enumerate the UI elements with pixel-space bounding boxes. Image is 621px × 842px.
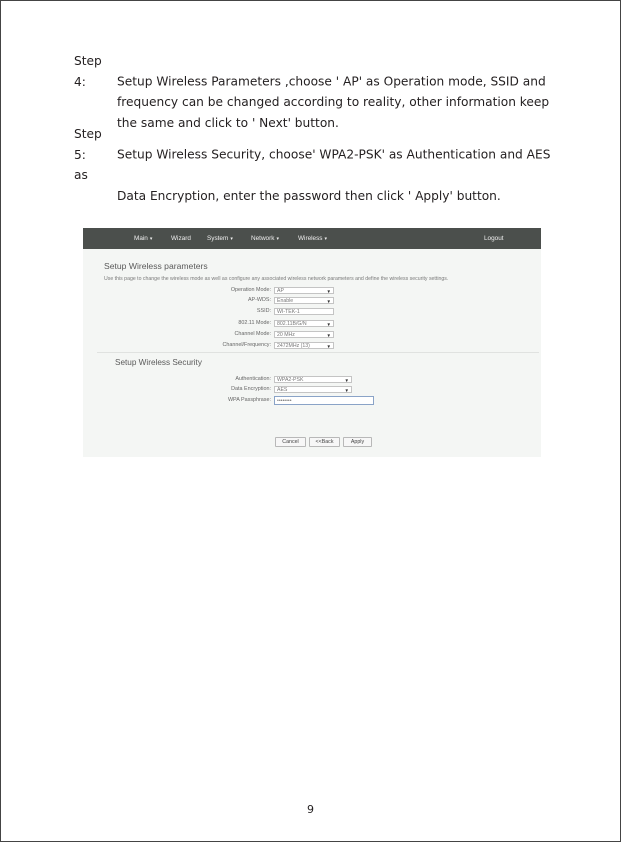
router-nav-bar (83, 228, 541, 249)
nav-logout[interactable]: Logout (484, 235, 504, 242)
cancel-button[interactable]: Cancel (275, 437, 306, 447)
channel-mode-row (183, 331, 271, 339)
ap-wds-select[interactable]: Enable ▼ (274, 297, 334, 304)
data-encryption-label: Data Encryption: (231, 386, 271, 392)
channel-frequency-select[interactable]: 2472MHz (13) ▼ (274, 342, 334, 349)
nav-network[interactable]: Network ▾ (251, 235, 279, 242)
wireless-security-title: Setup Wireless Security (115, 358, 202, 367)
ssid-label: SSID: (256, 308, 271, 314)
ssid-input[interactable]: WI-TEK-1 (274, 308, 334, 315)
step-4-label: Step 4: (74, 54, 102, 89)
nav-system[interactable]: System ▾ (207, 235, 233, 242)
router-settings-screenshot (83, 228, 541, 457)
wireless-parameters-title: Setup Wireless parameters (104, 261, 208, 271)
ap-wds-label: AP-WDS: (247, 297, 271, 303)
authentication-label: Authentication: (235, 376, 271, 382)
dropdown-arrow-icon: ▼ (326, 322, 331, 327)
chevron-down-icon: ▾ (149, 236, 153, 242)
chevron-down-icon: ▾ (324, 236, 328, 242)
step-5-instruction (74, 124, 564, 206)
mode-80211-label: 802.11 Mode: (238, 320, 271, 326)
step-5-line-1: Setup Wireless Security, choose' WPA2-PSK' as Authentication and AES as (74, 147, 551, 182)
chevron-down-icon: ▾ (230, 236, 233, 242)
dropdown-arrow-icon: ▼ (326, 289, 331, 294)
ssid-row (183, 308, 271, 316)
channel-frequency-row (183, 342, 271, 350)
wpa-passphrase-row (183, 397, 271, 405)
dropdown-arrow-icon: ▼ (326, 344, 331, 349)
nav-wizard[interactable]: Wizard (171, 235, 191, 242)
operation-mode-row (183, 287, 271, 295)
wpa-passphrase-input[interactable]: •••••••• (274, 396, 374, 405)
channel-frequency-label: Channel/Frequency: (222, 342, 271, 348)
step-4-instruction (74, 51, 564, 133)
mode-80211-row (183, 320, 271, 328)
dropdown-arrow-icon: ▼ (344, 388, 349, 393)
data-encryption-select[interactable]: AES ▼ (274, 386, 352, 393)
step-4-line-1: Setup Wireless Parameters ,choose ' AP' as Operation mode, SSID and (117, 74, 546, 89)
mode-80211-select[interactable]: 802.11B/G/N ▼ (274, 320, 334, 327)
ap-wds-row (183, 297, 271, 305)
chevron-down-icon: ▾ (276, 236, 279, 242)
wpa-passphrase-label: WPA Passphrase: (227, 397, 271, 403)
step-5-line-2: Data Encryption, enter the password then click ' Apply' button. (117, 188, 501, 203)
section-divider (97, 352, 539, 353)
step-5-label: Step 5: (74, 127, 102, 162)
step-4-line-2: frequency can be changed according to reality, other information keep (117, 95, 550, 109)
authentication-select[interactable]: WPA2-PSK ▼ (274, 376, 352, 383)
nav-wireless[interactable]: Wireless ▾ (298, 235, 328, 242)
nav-main[interactable]: Main ▾ (134, 235, 153, 242)
authentication-row (183, 376, 271, 384)
step-4-line-3: the same and click to ' Next' button. (117, 115, 339, 130)
wireless-parameters-description: Use this page to change the wireless mode as well as configure any associated wireless network parameters and define the wireless security settings. (104, 276, 449, 282)
page-number: 9 (307, 803, 314, 816)
data-encryption-row (183, 386, 271, 394)
operation-mode-label: Operation Mode: (230, 287, 271, 293)
apply-button[interactable]: Apply (343, 437, 372, 447)
back-button[interactable]: <<Back (309, 437, 340, 447)
operation-mode-select[interactable]: AP ▼ (274, 287, 334, 294)
dropdown-arrow-icon: ▼ (344, 378, 349, 383)
dropdown-arrow-icon: ▼ (326, 299, 331, 304)
dropdown-arrow-icon: ▼ (326, 333, 331, 338)
channel-mode-label: Channel Mode: (234, 331, 271, 337)
channel-mode-select[interactable]: 20 MHz ▼ (274, 331, 334, 338)
